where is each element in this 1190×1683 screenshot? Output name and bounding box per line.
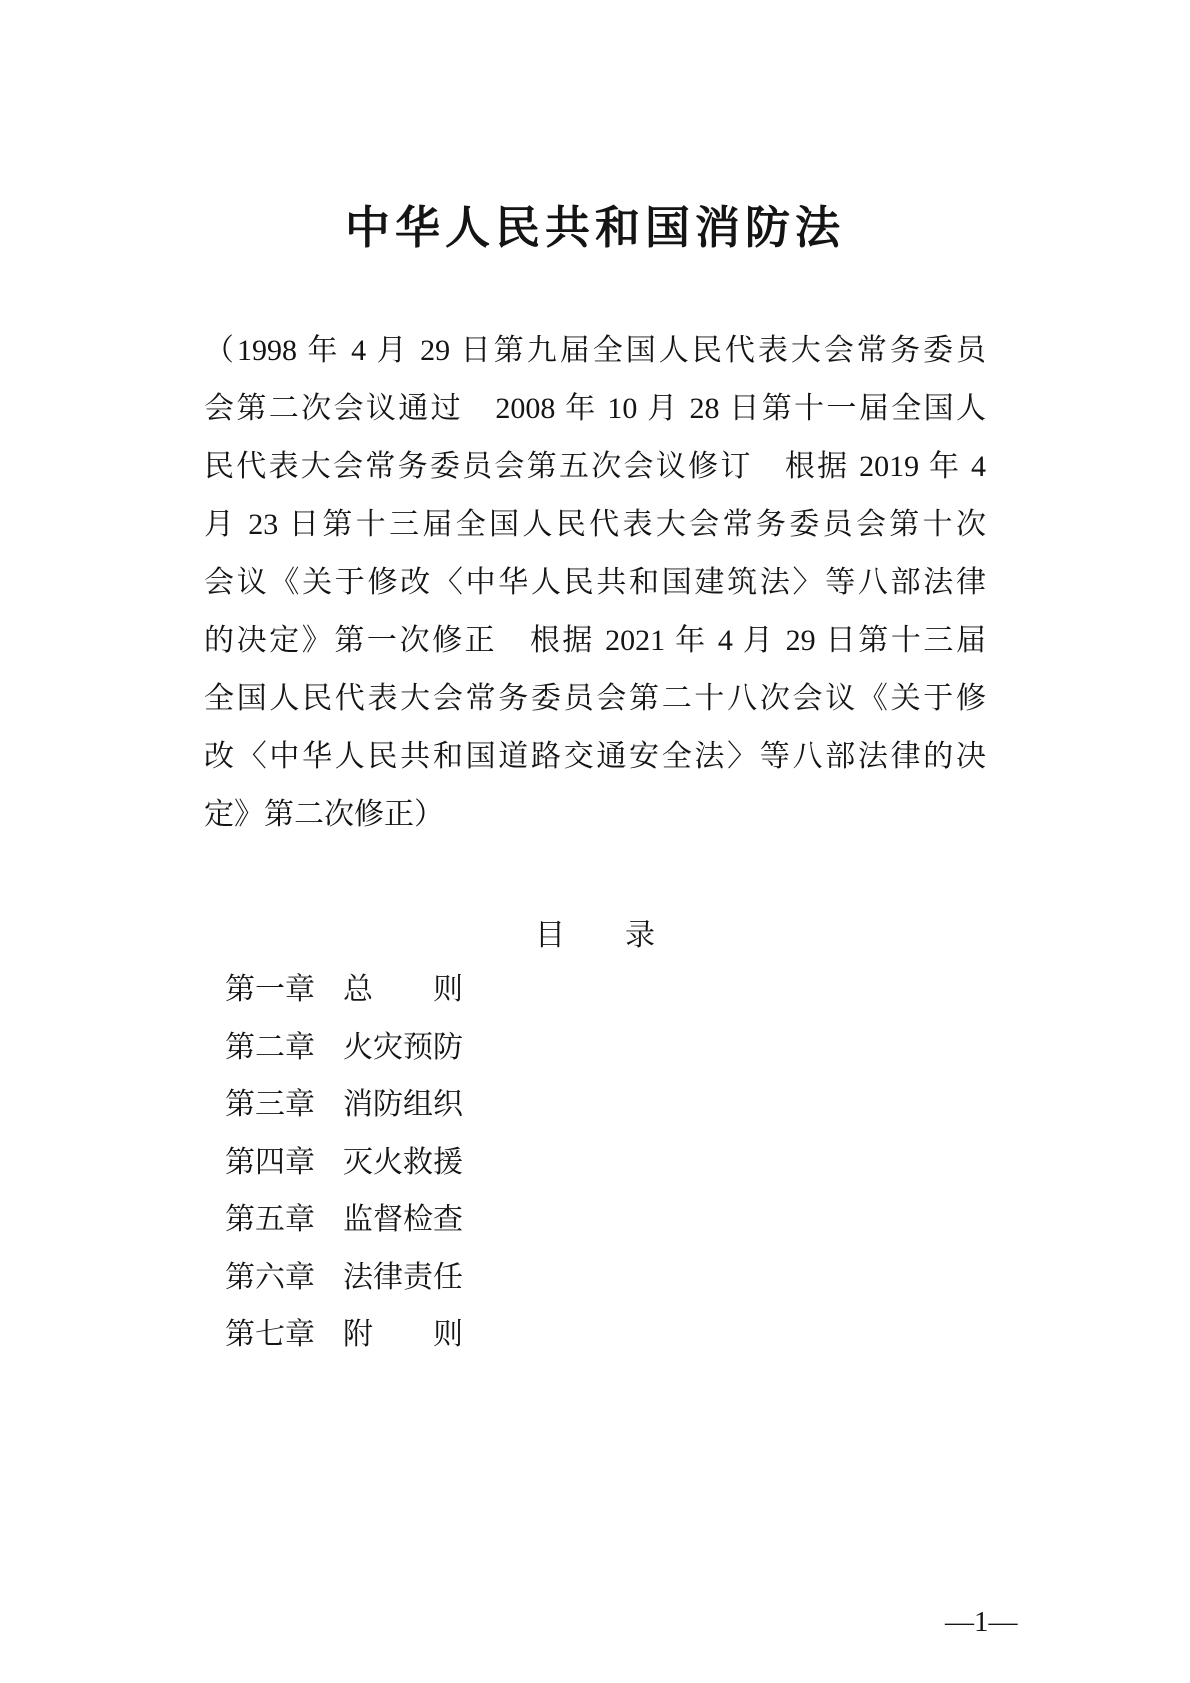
toc-chapter-label: 第七章 [225, 1318, 315, 1351]
preamble-line: 全国人民代表大会常务委员会第二十八次会议《关于修 [204, 682, 986, 715]
page-number: —1— [945, 1606, 1018, 1638]
preamble-line: 会议《关于修改〈中华人民共和国建筑法〉等八部法律 [204, 566, 986, 599]
toc-row [225, 1019, 463, 1077]
toc-chapter-label: 第五章 [225, 1203, 315, 1236]
preamble-line: 民代表大会常务委员会第五次会议修订 根据 2019 年 4 [204, 450, 986, 483]
toc-row [225, 1134, 463, 1192]
toc-chapter-title: 监督检查 [343, 1203, 463, 1236]
preamble-line: 改〈中华人民共和国道路交通安全法〉等八部法律的决 [204, 740, 986, 773]
preamble-line: 月 23 日第十三届全国人民代表大会常务委员会第十次 [204, 508, 986, 541]
toc-chapter-label: 第六章 [225, 1260, 315, 1294]
toc-row [225, 1249, 463, 1307]
toc-chapter-label: 第二章 [225, 1030, 315, 1064]
toc-chapter-title: 法律责任 [343, 1260, 463, 1294]
page-title: 中华人民共和国消防法 [344, 203, 845, 253]
toc-chapter-label: 第一章 [225, 973, 315, 1006]
toc-chapter-label: 第三章 [225, 1088, 315, 1121]
toc-chapter-label: 第四章 [225, 1145, 315, 1179]
table-of-contents [225, 961, 463, 1364]
toc-chapter-title: 灭火救援 [343, 1145, 463, 1179]
toc-chapter-title: 总 则 [343, 973, 463, 1006]
toc-row [225, 1076, 463, 1134]
preamble-line: （1998 年 4 月 29 日第九届全国人民代表大会常务委员 [204, 334, 986, 367]
preamble-line: 会第二次会议通过 2008 年 10 月 28 日第十一届全国人 [204, 392, 986, 425]
preamble-line: 定》第二次修正） [204, 798, 444, 831]
toc-heading: 目 录 [535, 919, 655, 952]
preamble-paragraph [204, 322, 986, 844]
toc-chapter-title: 附 则 [343, 1318, 463, 1351]
toc-chapter-title: 火灾预防 [343, 1030, 463, 1064]
toc-row [225, 1191, 463, 1249]
toc-chapter-title: 消防组织 [343, 1088, 463, 1121]
toc-row [225, 1306, 463, 1364]
preamble-line: 的决定》第一次修正 根据 2021 年 4 月 29 日第十三届 [204, 624, 986, 657]
toc-row [225, 961, 463, 1019]
